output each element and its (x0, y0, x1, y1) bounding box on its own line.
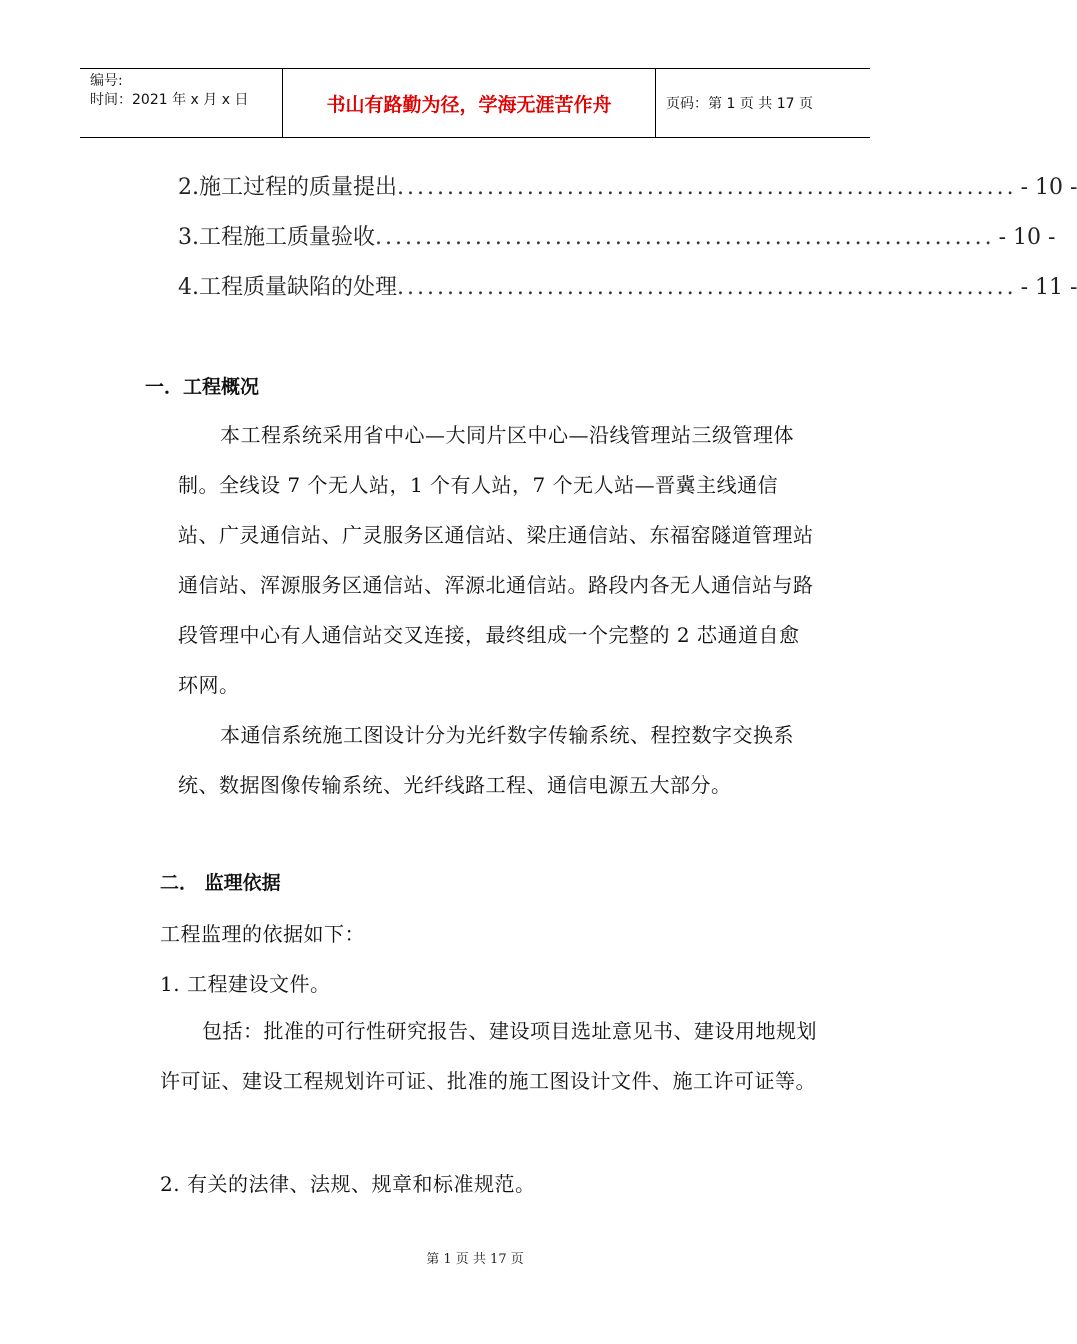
toc-entry-page: - 10 - (998, 225, 1056, 250)
toc-entry[interactable] (178, 170, 1077, 201)
toc-entry[interactable] (178, 270, 1077, 301)
basis-item-1-detail: 包括：批准的可行性研究报告、建设项目选址意见书、建设用地规划许可证、建设工程规划许可证、批准的施工图设计文件、施工许可证等。 (160, 1019, 817, 1093)
document-number-label: 编号: (90, 73, 123, 89)
toc-entry-title: 3.工程施工质量验收 (178, 225, 375, 250)
overview-paragraph-2: 本通信系统施工图设计分为光纤数字传输系统、程控数字交换系统、数据图像传输系统、光纤线路工程、通信电源五大部分。 (178, 723, 794, 797)
header-page-info: 页码：第 1 页 共 17 页 (666, 96, 813, 112)
toc-entry-page: - 10 - (1020, 175, 1077, 200)
toc-entry[interactable] (178, 220, 1056, 251)
basis-intro: 工程监理的依据如下： (160, 922, 365, 946)
page-footer: 第 1 页 共 17 页 (426, 1252, 524, 1267)
toc-leader-dots: .............................................................. (397, 275, 1017, 300)
section-heading-basis: 二． 监理依据 (160, 872, 281, 894)
document-date: 时间：2021 年 x 月 x 日 (90, 92, 249, 108)
overview-paragraph-1: 本工程系统采用省中心—大同片区中心—沿线管理站三级管理体制。全线设 7 个无人站，1 个有人站，7 个无人站—晋冀主线通信站、广灵通信站、广灵服务区通信站、梁庄通信站、东福窑隧道管理站通信站、浑源服务区通信站、浑源北通信站。路段内各无人通信站与路段管理中心有人通信站交叉连接，最终组成一个完整的 2 芯通道自愈环网。 (178, 423, 814, 697)
toc-entry-title: 4.工程质量缺陷的处理 (178, 275, 397, 300)
section-heading-overview: 一．工程概况 (145, 376, 260, 398)
toc-entry-page: - 11 - (1020, 275, 1077, 300)
basis-item-1: 1. 工程建设文件。 (160, 972, 331, 996)
toc-leader-dots: .............................................................. (397, 175, 1017, 200)
header-meta (80, 69, 283, 137)
toc-entry-title: 2.施工过程的质量提出 (178, 175, 397, 200)
page-header (80, 68, 870, 138)
header-motto: 书山有路勤为径，学海无涯苦作舟 (283, 69, 656, 137)
toc-leader-dots: .............................................................. (375, 225, 995, 250)
basis-item-2: 2. 有关的法律、法规、规章和标准规范。 (160, 1172, 536, 1196)
